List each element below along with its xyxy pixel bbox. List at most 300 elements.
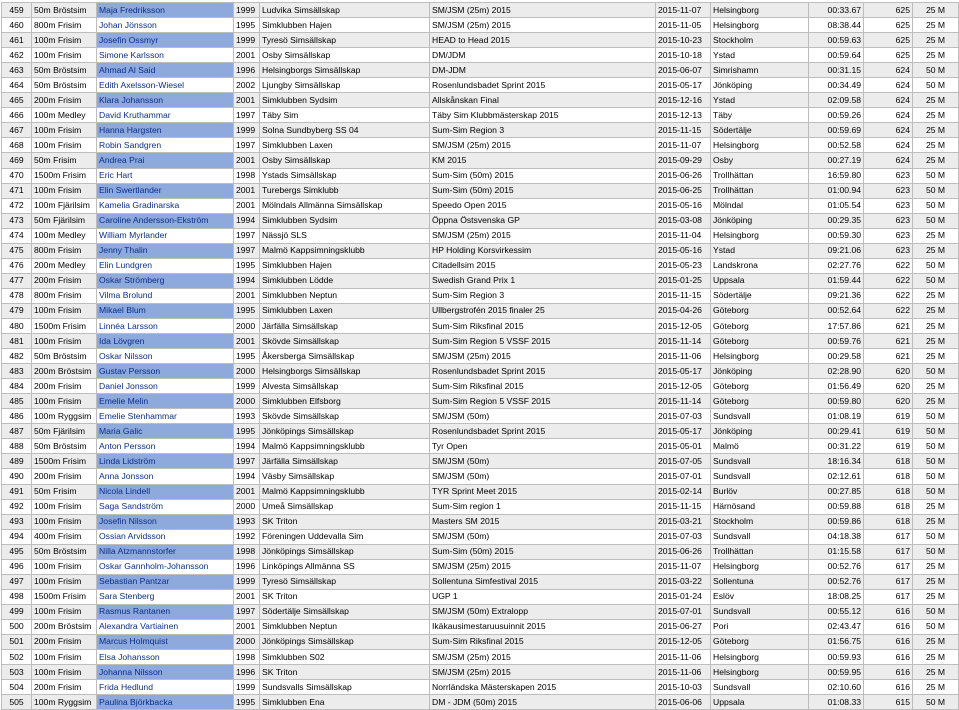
club-cell: Skövde Simsällskap xyxy=(260,409,430,424)
club-cell: Ljungby Simsällskap xyxy=(260,78,430,93)
born-cell: 1995 xyxy=(234,303,260,318)
name-cell: Hanna Hargsten xyxy=(97,123,234,138)
points-cell: 623 xyxy=(864,243,913,258)
competition-cell: SM/JSM (50m) xyxy=(430,409,656,424)
born-cell: 1996 xyxy=(234,559,260,574)
points-cell: 617 xyxy=(864,574,913,589)
time-cell: 00:33.67 xyxy=(809,3,864,18)
table-row xyxy=(2,273,959,288)
date-cell: 2015-07-05 xyxy=(656,454,711,469)
table-row xyxy=(2,78,959,93)
table-row xyxy=(2,108,959,123)
time-cell: 16:59.80 xyxy=(809,168,864,183)
born-cell: 1999 xyxy=(234,123,260,138)
table-row xyxy=(2,18,959,33)
city-cell: Göteborg xyxy=(711,379,809,394)
city-cell: Malmö xyxy=(711,439,809,454)
pool-cell: 25 M xyxy=(913,379,959,394)
city-cell: Uppsala xyxy=(711,695,809,710)
points-cell: 624 xyxy=(864,123,913,138)
time-cell: 01:56.75 xyxy=(809,634,864,649)
time-cell: 01:00.94 xyxy=(809,183,864,198)
points-cell: 617 xyxy=(864,589,913,604)
results-table xyxy=(1,2,959,710)
club-cell: Simklubben Sydsim xyxy=(260,93,430,108)
date-cell: 2015-07-03 xyxy=(656,529,711,544)
time-cell: 00:34.49 xyxy=(809,78,864,93)
time-cell: 01:59.44 xyxy=(809,273,864,288)
table-row xyxy=(2,318,959,333)
rank-cell: 467 xyxy=(2,123,32,138)
name-cell: Johan Jönsson xyxy=(97,18,234,33)
table-row xyxy=(2,514,959,529)
event-cell: 100m Frisim xyxy=(32,138,97,153)
city-cell: Jönköping xyxy=(711,213,809,228)
competition-cell: SM/JSM (25m) 2015 xyxy=(430,665,656,680)
date-cell: 2015-03-08 xyxy=(656,213,711,228)
born-cell: 1994 xyxy=(234,213,260,228)
table-row xyxy=(2,243,959,258)
pool-cell: 50 M xyxy=(913,544,959,559)
time-cell: 00:31.15 xyxy=(809,63,864,78)
event-cell: 50m Bröstsim xyxy=(32,439,97,454)
table-row xyxy=(2,589,959,604)
rank-cell: 495 xyxy=(2,544,32,559)
competition-cell: UGP 1 xyxy=(430,589,656,604)
pool-cell: 25 M xyxy=(913,93,959,108)
date-cell: 2015-12-05 xyxy=(656,379,711,394)
born-cell: 1999 xyxy=(234,33,260,48)
event-cell: 100m Frisim xyxy=(32,394,97,409)
rank-cell: 488 xyxy=(2,439,32,454)
event-cell: 100m Frisim xyxy=(32,183,97,198)
points-cell: 617 xyxy=(864,559,913,574)
name-cell: Elin Lundgren xyxy=(97,258,234,273)
club-cell: Simklubben Neptun xyxy=(260,619,430,634)
city-cell: Helsingborg xyxy=(711,18,809,33)
name-cell: Mikael Blum xyxy=(97,303,234,318)
event-cell: 100m Frisim xyxy=(32,499,97,514)
points-cell: 623 xyxy=(864,228,913,243)
city-cell: Trollhättan xyxy=(711,168,809,183)
table-row xyxy=(2,424,959,439)
rank-cell: 503 xyxy=(2,665,32,680)
event-cell: 200m Frisim xyxy=(32,93,97,108)
table-row xyxy=(2,198,959,213)
time-cell: 00:27.85 xyxy=(809,484,864,499)
competition-cell: Sum-Sim (50m) 2015 xyxy=(430,544,656,559)
event-cell: 50m Frisim xyxy=(32,484,97,499)
city-cell: Helsingborg xyxy=(711,349,809,364)
rank-cell: 476 xyxy=(2,258,32,273)
table-row xyxy=(2,303,959,318)
city-cell: Landskrona xyxy=(711,258,809,273)
points-cell: 618 xyxy=(864,484,913,499)
event-cell: 200m Frisim xyxy=(32,469,97,484)
club-cell: Nässjö SLS xyxy=(260,228,430,243)
born-cell: 1993 xyxy=(234,514,260,529)
event-cell: 100m Frisim xyxy=(32,303,97,318)
club-cell: Turebergs Simklubb xyxy=(260,183,430,198)
date-cell: 2015-06-26 xyxy=(656,168,711,183)
time-cell: 01:08.33 xyxy=(809,695,864,710)
pool-cell: 50 M xyxy=(913,529,959,544)
city-cell: Sundsvall xyxy=(711,604,809,619)
born-cell: 1997 xyxy=(234,243,260,258)
event-cell: 50m Bröstsim xyxy=(32,78,97,93)
competition-cell: DM - JDM (50m) 2015 xyxy=(430,695,656,710)
pool-cell: 25 M xyxy=(913,108,959,123)
table-row xyxy=(2,695,959,710)
city-cell: Ystad xyxy=(711,48,809,63)
points-cell: 623 xyxy=(864,213,913,228)
points-cell: 625 xyxy=(864,33,913,48)
date-cell: 2015-05-23 xyxy=(656,258,711,273)
pool-cell: 50 M xyxy=(913,484,959,499)
table-row xyxy=(2,93,959,108)
competition-cell: Sum-Sim Region 5 VSSF 2015 xyxy=(430,394,656,409)
event-cell: 100m Frisim xyxy=(32,574,97,589)
born-cell: 1995 xyxy=(234,695,260,710)
time-cell: 02:43.47 xyxy=(809,619,864,634)
points-cell: 616 xyxy=(864,680,913,695)
name-cell: Paulina Björkbacka xyxy=(97,695,234,710)
club-cell: Simklubben Hajen xyxy=(260,18,430,33)
competition-cell: Sum-Sim Region 5 VSSF 2015 xyxy=(430,334,656,349)
pool-cell: 25 M xyxy=(913,589,959,604)
table-row xyxy=(2,574,959,589)
born-cell: 2001 xyxy=(234,48,260,63)
event-cell: 100m Frisim xyxy=(32,514,97,529)
name-cell: Edith Axelsson-Wiesel xyxy=(97,78,234,93)
table-row xyxy=(2,634,959,649)
points-cell: 622 xyxy=(864,273,913,288)
event-cell: 200m Frisim xyxy=(32,634,97,649)
points-cell: 618 xyxy=(864,469,913,484)
name-cell: Elin Swertlander xyxy=(97,183,234,198)
name-cell: Oskar Gannholm-Johansson xyxy=(97,559,234,574)
date-cell: 2015-06-07 xyxy=(656,63,711,78)
city-cell: Södertälje xyxy=(711,123,809,138)
competition-cell: DM-JDM xyxy=(430,63,656,78)
time-cell: 00:27.19 xyxy=(809,153,864,168)
pool-cell: 25 M xyxy=(913,48,959,63)
competition-cell: Täby Sim Klubbmästerskap 2015 xyxy=(430,108,656,123)
born-cell: 2000 xyxy=(234,318,260,333)
date-cell: 2015-10-03 xyxy=(656,680,711,695)
club-cell: Södertälje Simsällskap xyxy=(260,604,430,619)
date-cell: 2015-10-23 xyxy=(656,33,711,48)
name-cell: Nilla Atzmannstorfer xyxy=(97,544,234,559)
points-cell: 617 xyxy=(864,529,913,544)
table-row xyxy=(2,544,959,559)
club-cell: Alvesta Simsällskap xyxy=(260,379,430,394)
points-cell: 623 xyxy=(864,168,913,183)
event-cell: 100m Medley xyxy=(32,108,97,123)
rank-cell: 483 xyxy=(2,364,32,379)
name-cell: Linda Lidström xyxy=(97,454,234,469)
rank-cell: 500 xyxy=(2,619,32,634)
table-row xyxy=(2,394,959,409)
date-cell: 2015-11-14 xyxy=(656,334,711,349)
competition-cell: Allskånskan Final xyxy=(430,93,656,108)
born-cell: 1999 xyxy=(234,379,260,394)
competition-cell: Sum-Sim Riksfinal 2015 xyxy=(430,379,656,394)
competition-cell: Öppna Östsvenska GP xyxy=(430,213,656,228)
city-cell: Sundsvall xyxy=(711,680,809,695)
name-cell: Sebastian Pantzar xyxy=(97,574,234,589)
club-cell: Sundsvalls Simsällskap xyxy=(260,680,430,695)
pool-cell: 50 M xyxy=(913,619,959,634)
competition-cell: Ullbergstrofén 2015 finaler 25 xyxy=(430,303,656,318)
born-cell: 2000 xyxy=(234,499,260,514)
points-cell: 625 xyxy=(864,18,913,33)
table-row xyxy=(2,288,959,303)
time-cell: 00:52.64 xyxy=(809,303,864,318)
city-cell: Helsingborg xyxy=(711,650,809,665)
competition-cell: Rosenlundsbadet Sprint 2015 xyxy=(430,424,656,439)
competition-cell: Rosenlundsbadet Sprint 2015 xyxy=(430,78,656,93)
competition-cell: Speedo Open 2015 xyxy=(430,198,656,213)
rank-cell: 473 xyxy=(2,213,32,228)
city-cell: Ystad xyxy=(711,243,809,258)
event-cell: 800m Frisim xyxy=(32,18,97,33)
competition-cell: SM/JSM (25m) 2015 xyxy=(430,650,656,665)
name-cell: David Kruthammar xyxy=(97,108,234,123)
points-cell: 619 xyxy=(864,439,913,454)
city-cell: Helsingborg xyxy=(711,3,809,18)
name-cell: Frida Hedlund xyxy=(97,680,234,695)
pool-cell: 25 M xyxy=(913,680,959,695)
date-cell: 2015-07-03 xyxy=(656,409,711,424)
name-cell: Jenny Thalin xyxy=(97,243,234,258)
name-cell: Andrea Prai xyxy=(97,153,234,168)
rank-cell: 468 xyxy=(2,138,32,153)
rank-cell: 460 xyxy=(2,18,32,33)
city-cell: Täby xyxy=(711,108,809,123)
name-cell: Ida Lövgren xyxy=(97,334,234,349)
points-cell: 624 xyxy=(864,63,913,78)
city-cell: Södertälje xyxy=(711,288,809,303)
table-row xyxy=(2,665,959,680)
competition-cell: Sollentuna Simfestival 2015 xyxy=(430,574,656,589)
table-row xyxy=(2,439,959,454)
event-cell: 100m Frisim xyxy=(32,650,97,665)
points-cell: 616 xyxy=(864,604,913,619)
time-cell: 04:18.38 xyxy=(809,529,864,544)
table-row xyxy=(2,183,959,198)
event-cell: 200m Bröstsim xyxy=(32,364,97,379)
table-row xyxy=(2,3,959,18)
time-cell: 01:08.19 xyxy=(809,409,864,424)
club-cell: Jönköpings Simsällskap xyxy=(260,544,430,559)
name-cell: Emelie Melin xyxy=(97,394,234,409)
competition-cell: SM/JSM (25m) 2015 xyxy=(430,18,656,33)
rank-cell: 484 xyxy=(2,379,32,394)
points-cell: 624 xyxy=(864,78,913,93)
competition-cell: SM/JSM (25m) 2015 xyxy=(430,138,656,153)
points-cell: 616 xyxy=(864,665,913,680)
table-row xyxy=(2,499,959,514)
time-cell: 00:55.12 xyxy=(809,604,864,619)
city-cell: Helsingborg xyxy=(711,138,809,153)
rank-cell: 479 xyxy=(2,303,32,318)
name-cell: Anton Persson xyxy=(97,439,234,454)
event-cell: 50m Bröstsim xyxy=(32,349,97,364)
table-row xyxy=(2,529,959,544)
pool-cell: 50 M xyxy=(913,183,959,198)
born-cell: 2001 xyxy=(234,619,260,634)
table-row xyxy=(2,48,959,63)
time-cell: 09:21.36 xyxy=(809,288,864,303)
city-cell: Göteborg xyxy=(711,394,809,409)
points-cell: 616 xyxy=(864,650,913,665)
event-cell: 100m Frisim xyxy=(32,665,97,680)
table-row xyxy=(2,680,959,695)
city-cell: Göteborg xyxy=(711,303,809,318)
rank-cell: 480 xyxy=(2,318,32,333)
rank-cell: 501 xyxy=(2,634,32,649)
born-cell: 1998 xyxy=(234,650,260,665)
time-cell: 17:57.86 xyxy=(809,318,864,333)
time-cell: 00:59.64 xyxy=(809,48,864,63)
time-cell: 00:59.63 xyxy=(809,33,864,48)
pool-cell: 50 M xyxy=(913,454,959,469)
pool-cell: 50 M xyxy=(913,604,959,619)
rank-cell: 496 xyxy=(2,559,32,574)
club-cell: SK Triton xyxy=(260,514,430,529)
name-cell: Josefin Nilsson xyxy=(97,514,234,529)
club-cell: Väsby Simsällskap xyxy=(260,469,430,484)
born-cell: 2001 xyxy=(234,288,260,303)
event-cell: 200m Frisim xyxy=(32,379,97,394)
date-cell: 2015-11-07 xyxy=(656,559,711,574)
date-cell: 2015-11-07 xyxy=(656,138,711,153)
time-cell: 00:31.22 xyxy=(809,439,864,454)
table-row xyxy=(2,650,959,665)
date-cell: 2015-05-17 xyxy=(656,364,711,379)
rank-cell: 481 xyxy=(2,334,32,349)
pool-cell: 50 M xyxy=(913,273,959,288)
rank-cell: 459 xyxy=(2,3,32,18)
date-cell: 2015-06-27 xyxy=(656,619,711,634)
event-cell: 1500m Frisim xyxy=(32,168,97,183)
table-row xyxy=(2,138,959,153)
born-cell: 1999 xyxy=(234,574,260,589)
time-cell: 00:59.80 xyxy=(809,394,864,409)
name-cell: Saga Sandström xyxy=(97,499,234,514)
date-cell: 2015-11-04 xyxy=(656,228,711,243)
rank-cell: 470 xyxy=(2,168,32,183)
born-cell: 1998 xyxy=(234,544,260,559)
pool-cell: 50 M xyxy=(913,424,959,439)
club-cell: Ystads Simsällskap xyxy=(260,168,430,183)
city-cell: Sundsvall xyxy=(711,529,809,544)
rank-cell: 471 xyxy=(2,183,32,198)
city-cell: Jönköping xyxy=(711,78,809,93)
competition-cell: Swedish Grand Prix 1 xyxy=(430,273,656,288)
points-cell: 622 xyxy=(864,258,913,273)
city-cell: Sundsvall xyxy=(711,454,809,469)
rank-cell: 475 xyxy=(2,243,32,258)
points-cell: 623 xyxy=(864,183,913,198)
competition-cell: HP Holding Korsvirkessim xyxy=(430,243,656,258)
city-cell: Göteborg xyxy=(711,634,809,649)
pool-cell: 25 M xyxy=(913,349,959,364)
rank-cell: 472 xyxy=(2,198,32,213)
time-cell: 00:59.30 xyxy=(809,228,864,243)
pool-cell: 25 M xyxy=(913,559,959,574)
event-cell: 100m Frisim xyxy=(32,33,97,48)
points-cell: 623 xyxy=(864,198,913,213)
name-cell: Klara Johansson xyxy=(97,93,234,108)
event-cell: 800m Frisim xyxy=(32,288,97,303)
event-cell: 50m Bröstsim xyxy=(32,544,97,559)
points-cell: 618 xyxy=(864,514,913,529)
born-cell: 1997 xyxy=(234,454,260,469)
rank-cell: 464 xyxy=(2,78,32,93)
date-cell: 2015-05-16 xyxy=(656,198,711,213)
rank-cell: 491 xyxy=(2,484,32,499)
points-cell: 619 xyxy=(864,409,913,424)
rank-cell: 494 xyxy=(2,529,32,544)
pool-cell: 50 M xyxy=(913,469,959,484)
table-row xyxy=(2,619,959,634)
pool-cell: 25 M xyxy=(913,33,959,48)
name-cell: Eric Hart xyxy=(97,168,234,183)
time-cell: 00:59.88 xyxy=(809,499,864,514)
competition-cell: Tyr Open xyxy=(430,439,656,454)
club-cell: Simklubben Laxen xyxy=(260,303,430,318)
club-cell: SK Triton xyxy=(260,589,430,604)
born-cell: 1997 xyxy=(234,108,260,123)
event-cell: 400m Frisim xyxy=(32,529,97,544)
event-cell: 100m Frisim xyxy=(32,604,97,619)
pool-cell: 50 M xyxy=(913,695,959,710)
city-cell: Eslöv xyxy=(711,589,809,604)
competition-cell: Masters SM 2015 xyxy=(430,514,656,529)
pool-cell: 50 M xyxy=(913,198,959,213)
pool-cell: 50 M xyxy=(913,168,959,183)
born-cell: 1995 xyxy=(234,258,260,273)
name-cell: Linnéa Larsson xyxy=(97,318,234,333)
points-cell: 624 xyxy=(864,93,913,108)
rank-cell: 466 xyxy=(2,108,32,123)
name-cell: Ahmad Al Said xyxy=(97,63,234,78)
club-cell: Simklubben Elfsborg xyxy=(260,394,430,409)
club-cell: Järfälla Simsällskap xyxy=(260,318,430,333)
competition-cell: SM/JSM (50m) xyxy=(430,529,656,544)
born-cell: 2000 xyxy=(234,634,260,649)
club-cell: Åkersberga Simsällskap xyxy=(260,349,430,364)
city-cell: Burlöv xyxy=(711,484,809,499)
time-cell: 09:21.06 xyxy=(809,243,864,258)
event-cell: 50m Frisim xyxy=(32,153,97,168)
name-cell: Emelie Stenhammar xyxy=(97,409,234,424)
rank-cell: 482 xyxy=(2,349,32,364)
date-cell: 2015-04-26 xyxy=(656,303,711,318)
city-cell: Göteborg xyxy=(711,318,809,333)
born-cell: 1996 xyxy=(234,665,260,680)
rank-cell: 499 xyxy=(2,604,32,619)
time-cell: 00:59.76 xyxy=(809,334,864,349)
pool-cell: 25 M xyxy=(913,334,959,349)
table-row xyxy=(2,469,959,484)
time-cell: 00:52.76 xyxy=(809,559,864,574)
date-cell: 2015-10-18 xyxy=(656,48,711,63)
table-row xyxy=(2,33,959,48)
time-cell: 02:28.90 xyxy=(809,364,864,379)
